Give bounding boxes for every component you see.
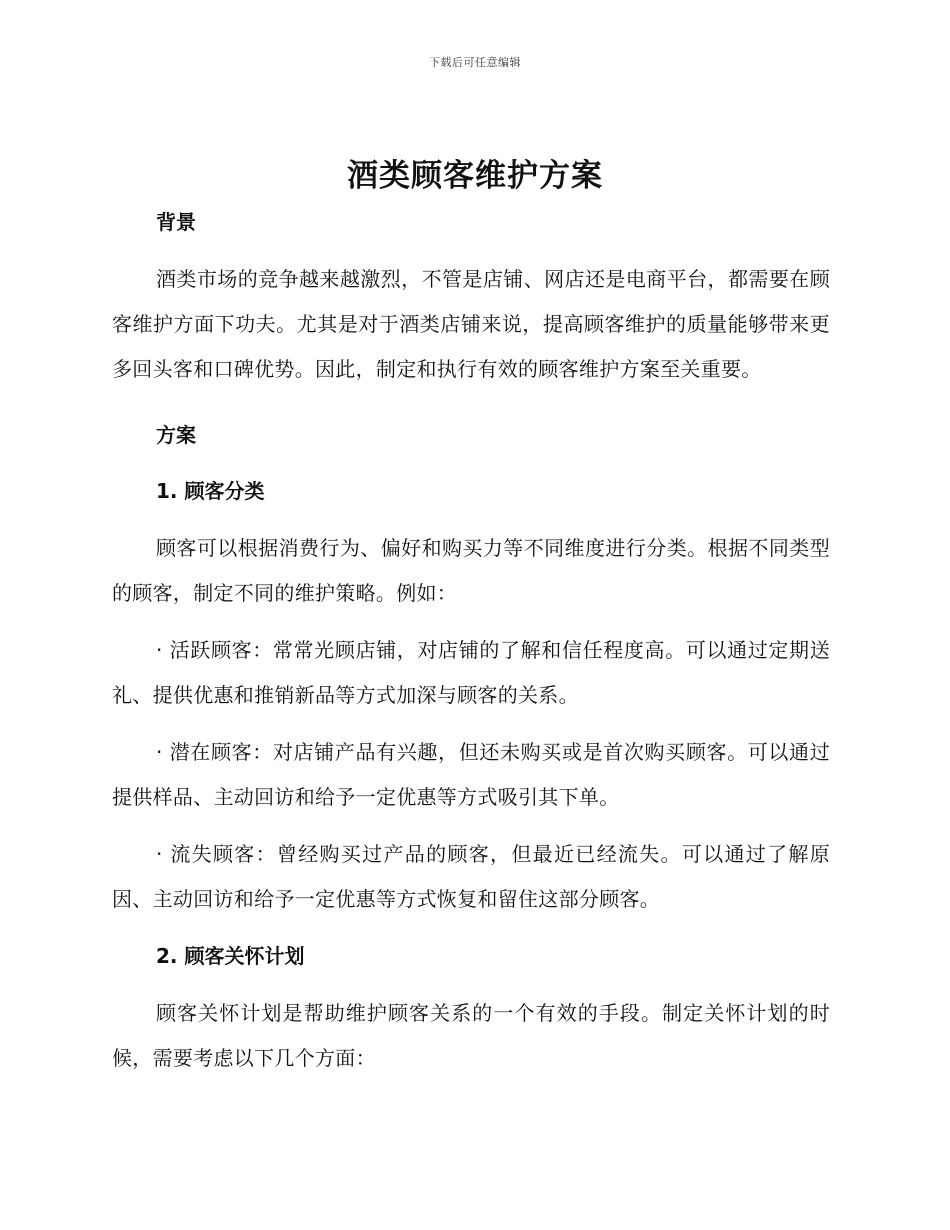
plan-heading: 方案	[156, 423, 196, 447]
background-heading: 背景	[156, 210, 196, 234]
customer-care-plan-heading: 2. 顾客关怀计划	[156, 944, 305, 968]
bullet-active-customers: · 活跃顾客：常常光顾店铺，对店铺的了解和信任程度高。可以通过定期送礼、提供优惠和推销新品等方式加深与顾客的关系。	[112, 638, 830, 707]
background-paragraph: 酒类市场的竞争越来越激烈，不管是店铺、网店还是电商平台，都需要在顾客维护方面下功夫。尤其是对于酒类店铺来说，提高顾客维护的质量能够带来更多回头客和口碑优势。因此，制定和执行有效的顾客维护方案至关重要。	[112, 267, 830, 381]
bullet-lost-customers: · 流失顾客：曾经购买过产品的顾客，但最近已经流失。可以通过了解原因、主动回访和给予一定优惠等方式恢复和留住这部分顾客。	[112, 842, 830, 911]
bullet-potential-customers: · 潜在顾客：对店铺产品有兴趣，但还未购买或是首次购买顾客。可以通过提供样品、主动回访和给予一定优惠等方式吸引其下单。	[112, 740, 830, 809]
header-note: 下载后可任意编辑	[429, 56, 521, 69]
customer-classification-paragraph: 顾客可以根据消费行为、偏好和购买力等不同维度进行分类。根据不同类型的顾客，制定不同的维护策略。例如：	[112, 536, 830, 605]
document-title: 酒类顾客维护方案	[347, 158, 603, 194]
document-body	[112, 200, 830, 1081]
customer-care-plan-paragraph: 顾客关怀计划是帮助维护顾客关系的一个有效的手段。制定关怀计划的时候，需要考虑以下几个方面：	[112, 1001, 830, 1070]
customer-classification-heading: 1. 顾客分类	[156, 479, 265, 503]
